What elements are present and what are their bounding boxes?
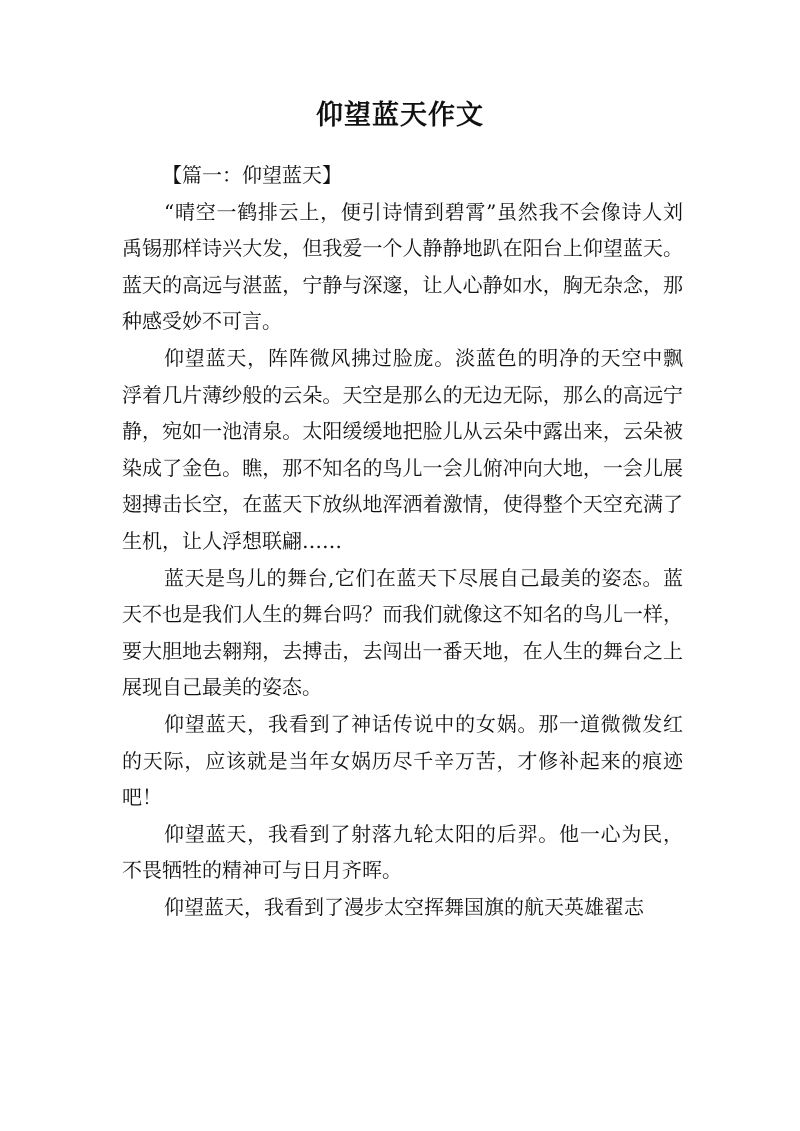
paragraph-2: 仰望蓝天，阵阵微风拂过脸庞。淡蓝色的明净的天空中飘浮着几片薄纱般的云朵。天空是那么的无边无际，那么的高远宁静，宛如一池清泉。太阳缓缓地把脸儿从云朵中露出来，云朵被染成了金色。瞧，那不知名的鸟儿一会儿俯冲向大地，一会儿展翅搏击长空，在蓝天下放纵地浑洒着激情，使得整个天空充满了生机，让人浮想联翩…… xyxy=(122,345,683,553)
paragraph-6: 仰望蓝天，我看到了漫步太空挥舞国旗的航天英雄翟志 xyxy=(164,894,644,919)
paragraph-3: 蓝天是鸟儿的舞台,它们在蓝天下尽展自己最美的姿态。蓝天不也是我们人生的舞台吗？而我们就像这不知名的鸟儿一样，要大胆地去翱翔，去搏击，去闯出一番天地，在人生的舞台之上展现自己最美的姿态。 xyxy=(122,565,683,700)
document-body xyxy=(122,157,683,925)
document-title: 仰望蓝天作文 xyxy=(316,100,484,131)
paragraph-5: 仰望蓝天，我看到了射落九轮太阳的后羿。他一心为民，不畏牺牲的精神可与日月齐晖。 xyxy=(122,821,683,883)
section-heading: 【篇一：仰望蓝天】 xyxy=(162,163,342,187)
paragraph-1: “晴空一鹤排云上，便引诗情到碧霄”虽然我不会像诗人刘禹锡那样诗兴大发，但我爱一个人静静地趴在阳台上仰望蓝天。蓝天的高远与湛蓝，宁静与深邃，让人心静如水，胸无杂念，那种感受妙不可言。 xyxy=(122,199,683,334)
paragraph-4: 仰望蓝天，我看到了神话传说中的女娲。那一道微微发红的天际，应该就是当年女娲历尽千辛万苦，才修补起来的痕迹吧！ xyxy=(122,711,683,810)
